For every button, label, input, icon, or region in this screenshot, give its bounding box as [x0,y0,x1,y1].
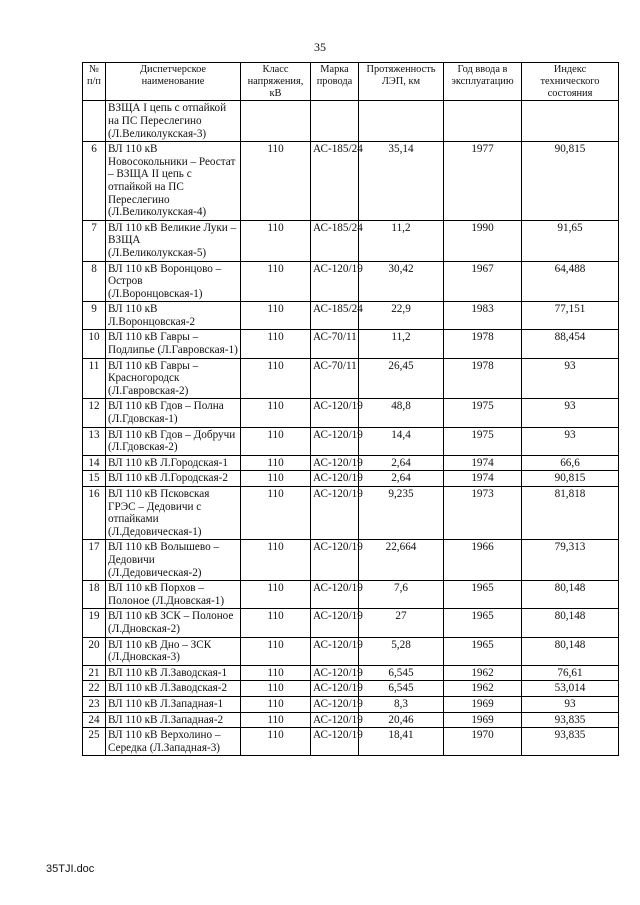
cell-num: 25 [83,728,106,756]
table-row [83,681,619,697]
header-voltage: Класс напряжения, кВ [241,63,311,101]
cell-wire-grade: АС-120/19 [311,681,359,697]
cell-voltage: 110 [241,358,311,399]
cell-num: 8 [83,261,106,302]
cell-year: 1977 [444,142,522,221]
cell-condition-index: 80,148 [522,581,619,609]
cell-length: 20,46 [359,712,444,728]
table-row [83,142,619,221]
cell-line-name: ВЛ 110 кВ Верхолино – Середка (Л.Западная-3) [106,728,241,756]
cell-year: 1969 [444,696,522,712]
cell-wire-grade: АС-120/19 [311,609,359,637]
cell-line-name: ВЛ 110 кВ Порхов – Полоное (Л.Дновская-1) [106,581,241,609]
table-row [83,696,619,712]
cell-voltage: 110 [241,681,311,697]
cell-year: 1967 [444,261,522,302]
cell-wire-grade: АС-120/19 [311,712,359,728]
cell-voltage: 110 [241,728,311,756]
cell-line-name: ВЛ 110 кВ Л.Западная-2 [106,712,241,728]
cell-length: 27 [359,609,444,637]
cell-voltage: 110 [241,609,311,637]
cell-num: 21 [83,665,106,681]
cell-length: 18,41 [359,728,444,756]
cell-year: 1975 [444,427,522,455]
cell-length: 2,64 [359,455,444,471]
table-row [83,358,619,399]
cell-num: 23 [83,696,106,712]
table-row [83,471,619,487]
cell-voltage: 110 [241,581,311,609]
table-row [83,712,619,728]
cell-num: 24 [83,712,106,728]
cell-num: 15 [83,471,106,487]
cell-length: 9,235 [359,487,444,540]
cell-num: 13 [83,427,106,455]
cell-year: 1962 [444,681,522,697]
table-row [83,581,619,609]
table-row [83,455,619,471]
cell-wire-grade: АС-120/19 [311,581,359,609]
cell-condition-index: 76,61 [522,665,619,681]
cell-year: 1974 [444,455,522,471]
cell-condition-index: 88,454 [522,330,619,358]
cell-wire-grade: АС-120/19 [311,540,359,581]
table-row [83,665,619,681]
cell-condition-index: 93 [522,399,619,427]
cell-wire-grade: АС-70/11 [311,330,359,358]
cell-year: 1975 [444,399,522,427]
cell-length: 48,8 [359,399,444,427]
header-row [83,63,619,101]
table-row [83,101,619,142]
cell-wire-grade: АС-120/19 [311,665,359,681]
table-row [83,487,619,540]
cell-num: 7 [83,220,106,261]
table-row [83,261,619,302]
table-row [83,220,619,261]
cell-condition-index: 80,148 [522,637,619,665]
cell-length [359,101,444,142]
cell-year: 1974 [444,471,522,487]
header-wire: Марка провода [311,63,359,101]
footer-filename: 35TJI.doc [46,863,95,875]
cell-num: 10 [83,330,106,358]
cell-line-name: ВЛ 110 кВ ЗСК – Полоное (Л.Дновская-2) [106,609,241,637]
cell-length: 14,4 [359,427,444,455]
cell-condition-index: 93 [522,696,619,712]
cell-year: 1965 [444,581,522,609]
cell-length: 2,64 [359,471,444,487]
cell-condition-index: 80,148 [522,609,619,637]
table-row [83,728,619,756]
cell-wire-grade: АС-120/19 [311,728,359,756]
table-row [83,399,619,427]
cell-voltage: 110 [241,540,311,581]
cell-condition-index: 93,835 [522,712,619,728]
header-year: Год ввода в эксплуатацию [444,63,522,101]
table-row [83,330,619,358]
cell-condition-index: 66,6 [522,455,619,471]
cell-line-name: ВЛ 110 кВ Воронцово – Остров (Л.Воронцовская-1) [106,261,241,302]
cell-line-name: ВЛ 110 кВ Л.Заводская-2 [106,681,241,697]
cell-length: 8,3 [359,696,444,712]
cell-voltage: 110 [241,712,311,728]
cell-wire-grade: АС-120/19 [311,471,359,487]
cell-num: 14 [83,455,106,471]
cell-length: 6,545 [359,681,444,697]
cell-line-name: ВЛ 110 кВ Л.Западная-1 [106,696,241,712]
cell-year [444,101,522,142]
table-row [83,427,619,455]
cell-condition-index: 91,65 [522,220,619,261]
cell-year: 1983 [444,302,522,330]
cell-condition-index: 93 [522,427,619,455]
cell-length: 5,28 [359,637,444,665]
cell-year: 1978 [444,330,522,358]
cell-wire-grade [311,101,359,142]
table-row [83,540,619,581]
cell-line-name: ВЛ 110 кВ Дно – ЗСК (Л.Дновская-3) [106,637,241,665]
cell-line-name: ВЛ 110 кВ Гавры – Подлипье (Л.Гавровская-1) [106,330,241,358]
cell-wire-grade: АС-120/19 [311,637,359,665]
cell-voltage [241,101,311,142]
cell-voltage: 110 [241,455,311,471]
cell-wire-grade: АС-70/11 [311,358,359,399]
cell-num: 12 [83,399,106,427]
cell-voltage: 110 [241,330,311,358]
header-index: Индекс технического состояния [522,63,619,101]
cell-num: 9 [83,302,106,330]
cell-num: 22 [83,681,106,697]
cell-condition-index: 64,488 [522,261,619,302]
cell-condition-index: 90,815 [522,142,619,221]
cell-voltage: 110 [241,427,311,455]
cell-num: 11 [83,358,106,399]
cell-wire-grade: АС-185/24 [311,302,359,330]
cell-voltage: 110 [241,142,311,221]
cell-num: 16 [83,487,106,540]
header-length: Протяженность ЛЭП, км [359,63,444,101]
cell-wire-grade: АС-120/19 [311,427,359,455]
cell-wire-grade: АС-120/19 [311,399,359,427]
cell-year: 1965 [444,637,522,665]
cell-year: 1969 [444,712,522,728]
cell-length: 7,6 [359,581,444,609]
cell-num: 6 [83,142,106,221]
cell-wire-grade: АС-120/19 [311,455,359,471]
cell-line-name: ВЛ 110 кВ Великие Луки – ВЗЩА (Л.Великолукская-5) [106,220,241,261]
cell-voltage: 110 [241,471,311,487]
cell-num: 19 [83,609,106,637]
cell-line-name: ВЛ 110 кВ Л.Городская-1 [106,455,241,471]
cell-year: 1962 [444,665,522,681]
cell-wire-grade: АС-120/19 [311,696,359,712]
cell-line-name: ВЛ 110 кВ Л.Городская-2 [106,471,241,487]
table-row [83,637,619,665]
cell-voltage: 110 [241,261,311,302]
cell-year: 1990 [444,220,522,261]
cell-year: 1966 [444,540,522,581]
cell-length: 11,2 [359,330,444,358]
cell-line-name: ВЛ 110 кВ Л.Заводская-1 [106,665,241,681]
cell-wire-grade: АС-185/24 [311,142,359,221]
cell-line-name: ВЛ 110 кВ Гавры – Красногородск (Л.Гавровская-2) [106,358,241,399]
power-lines-table [82,62,619,756]
cell-length: 26,45 [359,358,444,399]
header-name: Диспетчерское наименование [106,63,241,101]
cell-num: 20 [83,637,106,665]
cell-voltage: 110 [241,665,311,681]
cell-year: 1973 [444,487,522,540]
cell-num: 18 [83,581,106,609]
cell-voltage: 110 [241,487,311,540]
cell-wire-grade: АС-120/19 [311,261,359,302]
cell-line-name: ВЛ 110 кВ Волышево – Дедовичи (Л.Дедовическая-2) [106,540,241,581]
cell-wire-grade: АС-185/24 [311,220,359,261]
cell-condition-index: 77,151 [522,302,619,330]
cell-condition-index: 81,818 [522,487,619,540]
cell-length: 35,14 [359,142,444,221]
cell-voltage: 110 [241,302,311,330]
cell-wire-grade: АС-120/19 [311,487,359,540]
page-number: 35 [314,40,326,54]
cell-condition-index: 79,313 [522,540,619,581]
cell-length: 11,2 [359,220,444,261]
table-row [83,302,619,330]
cell-year: 1978 [444,358,522,399]
cell-line-name: ВЛ 110 кВ Л.Воронцовская-2 [106,302,241,330]
cell-condition-index [522,101,619,142]
cell-length: 30,42 [359,261,444,302]
cell-length: 22,664 [359,540,444,581]
cell-num: 17 [83,540,106,581]
cell-line-name: ВЛ 110 кВ Новосокольники – Реостат – ВЗЩА II цепь с отпайкой на ПС Переслегино (Л.Великолукская-4) [106,142,241,221]
header-num: № п/п [83,63,106,101]
table-body [83,101,619,756]
cell-line-name: ВЛ 110 кВ Гдов – Добручи (Л.Гдовская-2) [106,427,241,455]
cell-condition-index: 93,835 [522,728,619,756]
cell-line-name: ВЛ 110 кВ Гдов – Полна (Л.Гдовская-1) [106,399,241,427]
cell-num [83,101,106,142]
cell-voltage: 110 [241,637,311,665]
cell-year: 1970 [444,728,522,756]
cell-condition-index: 93 [522,358,619,399]
cell-voltage: 110 [241,220,311,261]
cell-length: 6,545 [359,665,444,681]
cell-length: 22,9 [359,302,444,330]
table-row [83,609,619,637]
cell-year: 1965 [444,609,522,637]
cell-line-name: ВЛ 110 кВ Псковская ГРЭС – Дедовичи с отпайками (Л.Дедовическая-1) [106,487,241,540]
cell-line-name: ВЗЩА I цепь с отпайкой на ПС Переслегино (Л.Великолукская-3) [106,101,241,142]
cell-voltage: 110 [241,399,311,427]
cell-condition-index: 53,014 [522,681,619,697]
cell-voltage: 110 [241,696,311,712]
cell-condition-index: 90,815 [522,471,619,487]
